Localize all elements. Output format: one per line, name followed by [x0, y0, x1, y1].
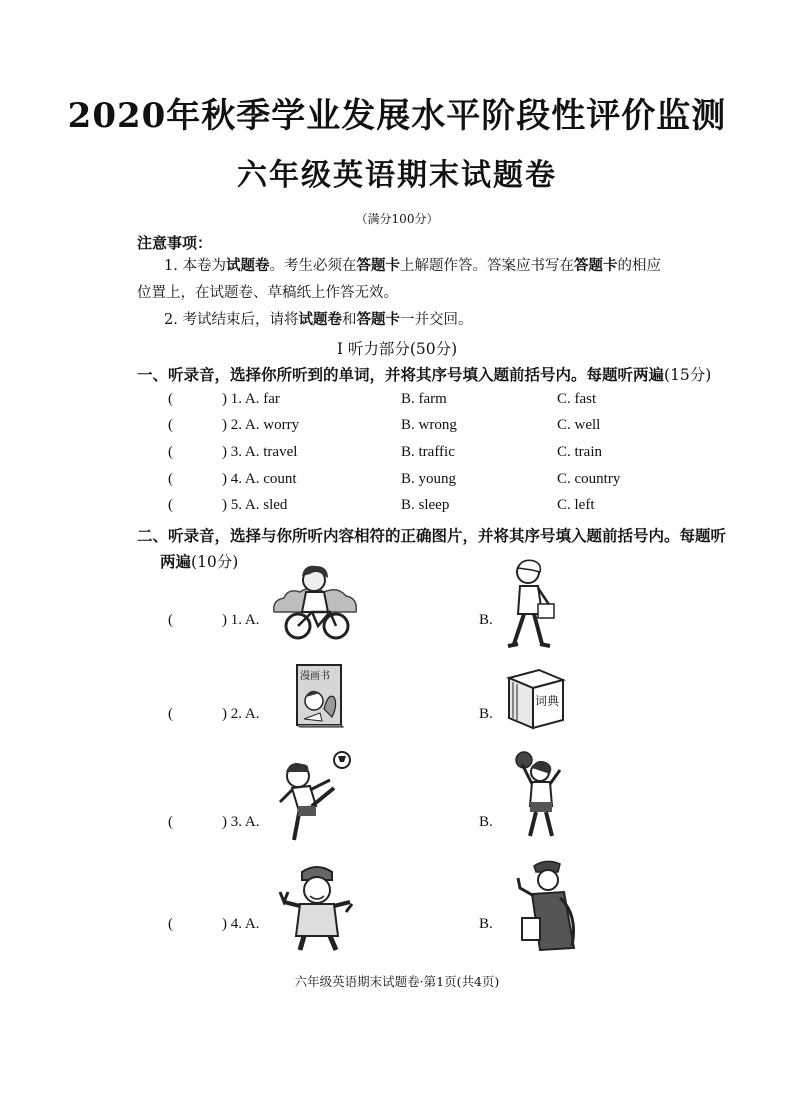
q1-option-c: C. left — [557, 497, 595, 513]
q1-option-c: C. well — [557, 417, 601, 433]
q2-row-4 — [168, 916, 173, 933]
answer-paren[interactable]: ( — [168, 612, 173, 628]
q1-option-a: ) 1. A. far — [222, 391, 280, 407]
walking-boy-icon — [500, 558, 560, 650]
answer-paren[interactable]: ( — [168, 706, 173, 722]
q1-option-c: C. fast — [557, 391, 597, 407]
mechanic-with-wrench-icon — [274, 862, 360, 954]
q1-row-3 — [168, 444, 173, 461]
notice-item-1: 1. 本卷为试题卷。考生必须在答题卡上解题作答。答案应书写在答题卡的相应 — [164, 257, 661, 274]
q2-option-b-label: B. — [479, 612, 493, 628]
girl-playing-volleyball-icon — [510, 750, 570, 840]
q1-option-a: ) 2. A. worry — [222, 417, 300, 433]
notice-item-1-cont: 位置上，在试题卷、草稿纸上作答无效。 — [137, 285, 398, 301]
answer-paren[interactable]: ( — [168, 471, 173, 487]
q1-option-c: C. country — [557, 471, 621, 487]
q1-heading: 一、听录音，选择你所听到的单词，并将其序号填入题前括号内。每题听两遍(15分) — [137, 365, 712, 384]
exam-title: 2020年秋季学业发展水平阶段性评价监测 — [67, 96, 727, 136]
section-listening-title: Ⅰ 听力部分(50分) — [336, 340, 458, 358]
q1-option-b: B. traffic — [401, 444, 455, 460]
answer-paren[interactable]: ( — [168, 916, 173, 932]
q1-option-a: ) 3. A. travel — [222, 444, 298, 460]
q2-option-b-label: B. — [479, 814, 493, 830]
q2-option-b-label: B. — [479, 916, 493, 932]
answer-paren[interactable]: ( — [168, 417, 173, 433]
page-footer: 六年级英语期末试题卷·第1页(共4页) — [294, 974, 500, 989]
q1-option-b: B. young — [401, 471, 457, 487]
notice-heading: 注意事项： — [137, 234, 213, 252]
q2-row-2 — [168, 706, 173, 723]
girl-on-bicycle-icon — [272, 562, 358, 644]
businessman-with-briefcase-icon — [512, 858, 586, 954]
q2-option-a-label: ) 1. A. — [222, 612, 260, 628]
q1-option-b: B. farm — [401, 391, 447, 407]
q2-heading: 二、听录音，选择与你所听内容相符的正确图片，并将其序号填入题前括号内。每题听 — [137, 526, 727, 545]
exam-subtitle: 六年级英语期末试题卷 — [237, 158, 557, 193]
q2-option-a-label: ) 3. A. — [222, 814, 260, 830]
dictionary-label: 词典 — [535, 694, 560, 708]
q1-row-5 — [168, 497, 173, 514]
dictionary-icon — [505, 666, 567, 730]
answer-paren[interactable]: ( — [168, 814, 173, 830]
answer-paren[interactable]: ( — [168, 444, 173, 460]
q2-heading-cont: 两遍(10分) — [160, 552, 239, 571]
q1-option-a: ) 5. A. sled — [222, 497, 288, 513]
comic-book-label: 漫画书 — [300, 671, 330, 682]
q1-option-b: B. wrong — [401, 417, 457, 433]
q2-option-a-label: ) 4. A. — [222, 916, 260, 932]
comic-book-icon — [294, 663, 344, 727]
q1-option-b: B. sleep — [401, 497, 450, 513]
q1-row-4 — [168, 471, 173, 488]
full-score: （满分100分） — [355, 212, 439, 226]
q2-row-1 — [168, 612, 173, 629]
notice-item-2: 2. 考试结束后，请将试题卷和答题卡一并交回。 — [164, 311, 473, 328]
q1-option-a: ) 4. A. count — [222, 471, 297, 487]
q1-row-2 — [168, 417, 173, 434]
q1-option-c: C. train — [557, 444, 602, 460]
answer-paren[interactable]: ( — [168, 497, 173, 513]
boy-kicking-football-icon — [276, 750, 356, 846]
answer-paren[interactable]: ( — [168, 391, 173, 407]
q2-row-3 — [168, 814, 173, 831]
q2-option-a-label: ) 2. A. — [222, 706, 260, 722]
q1-row-1 — [168, 391, 173, 408]
q2-option-b-label: B. — [479, 706, 493, 722]
